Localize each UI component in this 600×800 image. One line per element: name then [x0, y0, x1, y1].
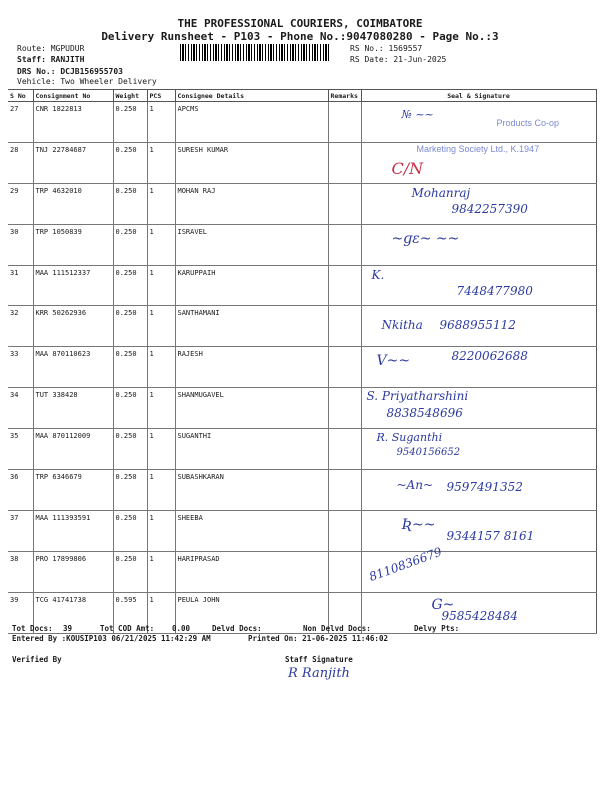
col-signature: Seal & Signature — [361, 90, 596, 102]
col-remarks: Remarks — [328, 90, 361, 102]
vehicle: Vehicle: Two Wheeler Delivery — [17, 77, 157, 86]
staff: Staff: RANJITH — [17, 55, 85, 64]
barcode — [180, 44, 330, 61]
tot-docs-label: Tot Docs: — [12, 624, 53, 633]
table-row: 29 TRP 4632010 0.250 1 MOHAN RAJ Mohanraj 9842257390 — [8, 183, 596, 224]
table-row: 27 CNR 1822813 0.250 1 APCMS № ~~ Products Co-op — [8, 102, 596, 143]
table-row: 31 MAA 111512337 0.250 1 KARUPPAIH K. 7448477980 — [8, 265, 596, 306]
tot-cod-value: 0.00 — [172, 624, 191, 633]
table-row: 38 PRO 17899806 0.250 1 HARIPRASAD 8110836679 — [8, 551, 596, 592]
signature-cell: ~ɡɛ~ ~~ — [361, 224, 596, 265]
col-consignment: Consignment No — [33, 90, 113, 102]
rs-number: RS No.: 1569557 — [350, 44, 423, 53]
delvd-docs: Delvd Docs: — [212, 624, 262, 633]
col-sno: S No — [8, 90, 33, 102]
signature-cell: 8110836679 — [361, 551, 596, 592]
company-title: THE PROFESSIONAL COURIERS, COIMBATORE — [177, 17, 423, 30]
staff-signature: R Ranjith — [288, 666, 350, 681]
table-row: 34 TUT 338428 0.250 1 SHANMUGAVEL S. Priyatharshini 8838548696 — [8, 388, 596, 429]
signature-cell: Marketing Society Ltd., K.1947 C/N — [361, 142, 596, 183]
signature-cell: Nkitha 9688955112 — [361, 306, 596, 347]
col-pcs: PCS — [147, 90, 175, 102]
drs-number: DRS No.: DCJB156955703 — [17, 67, 123, 76]
staff-signature-label: Staff Signature — [285, 655, 353, 664]
table-header — [8, 90, 596, 102]
table-row: 30 TRP 1050839 0.250 1 ISRAVEL ~ɡɛ~ ~~ — [8, 224, 596, 265]
table-row: 37 MAA 111393591 0.250 1 SHEEBA Ʀ~~ 9344157 8161 — [8, 510, 596, 551]
verified-by: Verified By — [12, 655, 62, 664]
signature-cell: R. Suganthi 9540156652 — [361, 429, 596, 470]
col-consignee: Consignee Details — [175, 90, 328, 102]
rs-date: RS Date: 21-Jun-2025 — [350, 55, 447, 64]
printed-on: Printed On: 21-06-2025 11:46:02 — [248, 634, 388, 643]
col-weight: Weight — [113, 90, 147, 102]
table-row: 32 KRR 50262936 0.250 1 SANTHAMANI Nkitha 9688955112 — [8, 306, 596, 347]
table-row: 28 TNJ 22784687 0.250 1 SURESH KUMAR Marketing Society Ltd., K.1947 C/N — [8, 142, 596, 183]
signature-cell: S. Priyatharshini 8838548696 — [361, 388, 596, 429]
tot-cod-label: Tot COD Amt: — [100, 624, 155, 633]
entered-by: Entered By :KOUSIP103 06/21/2025 11:42:29 AM — [12, 634, 211, 643]
signature-cell: Ʀ~~ 9344157 8161 — [361, 510, 596, 551]
table-row: 33 MAA 870110623 0.250 1 RAJESH V~~ 8220062688 — [8, 347, 596, 388]
table-row: 39 TCG 41741738 0.595 1 PEULA JOHN G~ 9585428484 — [8, 592, 596, 633]
signature-cell: K. 7448477980 — [361, 265, 596, 306]
runsheet-table — [8, 89, 597, 634]
runsheet-title: Delivery Runsheet - P103 - Phone No.:9047080280 - Page No.:3 — [101, 30, 499, 43]
non-delvd-docs: Non Delvd Docs: — [303, 624, 371, 633]
signature-cell: № ~~ Products Co-op — [361, 102, 596, 143]
signature-cell: Mohanraj 9842257390 — [361, 183, 596, 224]
table-row: 36 TRP 6346679 0.250 1 SUBASHKARAN ~An~ 9597491352 — [8, 470, 596, 511]
signature-cell: G~ 9585428484 — [361, 592, 596, 633]
route: Route: MGPUDUR — [17, 44, 85, 53]
delvy-pts: Delvy Pts: — [414, 624, 460, 633]
signature-cell: V~~ 8220062688 — [361, 347, 596, 388]
tot-docs-value: 39 — [63, 624, 73, 633]
table-row: 35 MAA 870112009 0.250 1 SUGANTHI R. Suganthi 9540156652 — [8, 429, 596, 470]
signature-cell: ~An~ 9597491352 — [361, 470, 596, 511]
